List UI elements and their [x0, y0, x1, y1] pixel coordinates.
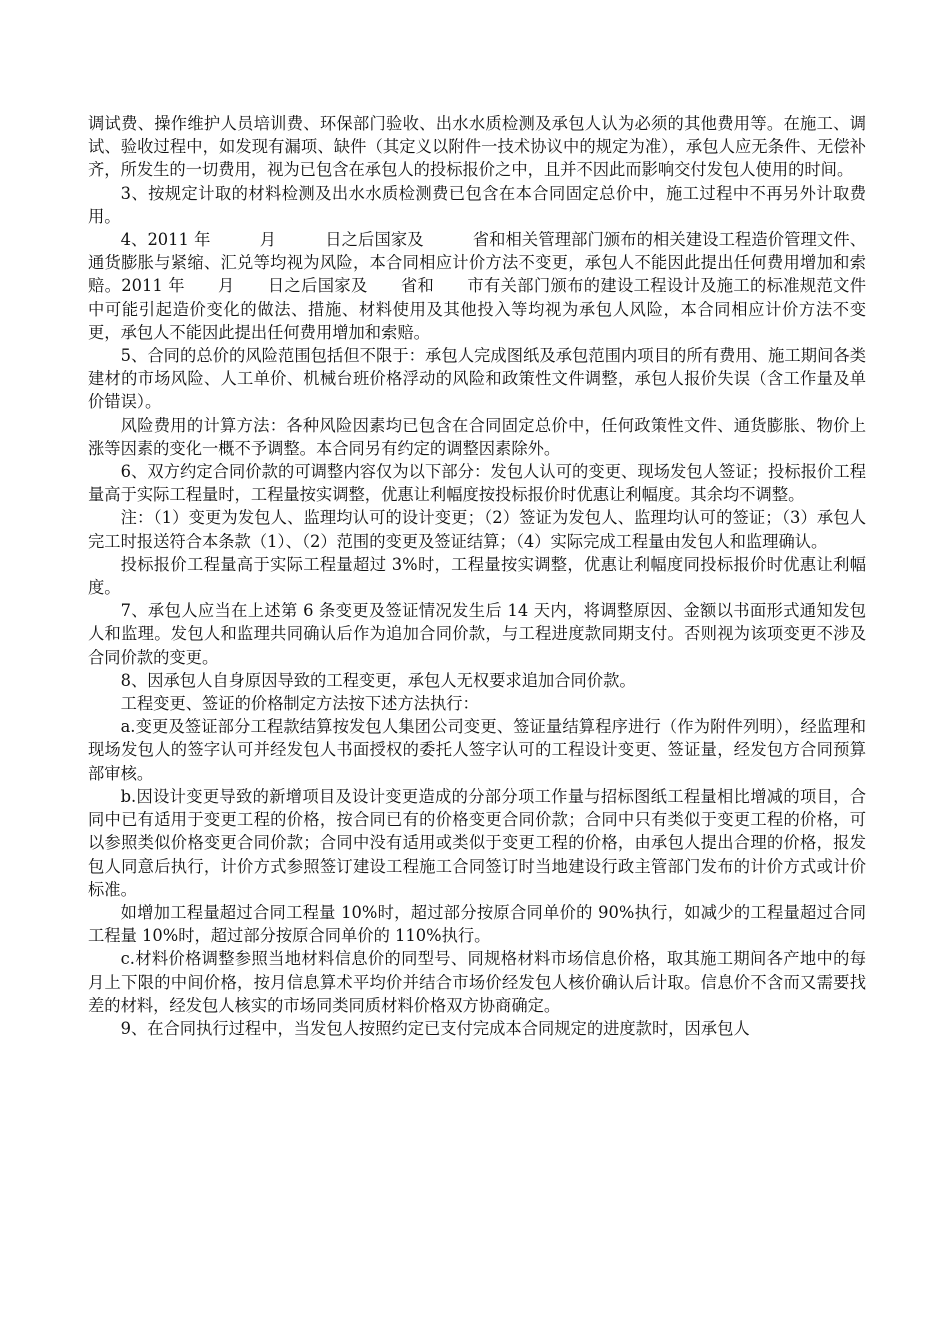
paragraph-clause-7: 7、承包人应当在上述第 6 条变更及签证情况发生后 14 天内，将调整原因、金额以书面形式通知发包人和监理。发包人和监理共同确认后作为追加合同价款，与工程进度款同期支付。否则视为该项变更不涉及合同价款的变更。 — [88, 601, 866, 667]
paragraph-clause-8: 8、因承包人自身原因导致的工程变更，承包人无权要求追加合同价款。 — [120, 670, 636, 690]
paragraph-clause-6: 6、双方约定合同价款的可调整内容仅为以下部分：发包人认可的变更、现场发包人签证；投标报价工程量高于实际工程量时，工程量按实调整，优惠让利幅度按投标报价时优惠让利幅度。其余均不调整。 — [88, 462, 866, 505]
paragraph-clause-3: 3、按规定计取的材料检测及出水水质检测费已包含在本合同固定总价中，施工过程中不再另外计取费用。 — [88, 183, 866, 226]
paragraph-item-a: a.变更及签证部分工程款结算按发包人集团公司变更、签证量结算程序进行（作为附件列明），经监理和现场发包人的签字认可并经发包人书面授权的委托人签字认可的工程设计变更、签证量，经发包方合同预算部审核。 — [88, 717, 866, 783]
document-body — [88, 112, 866, 1040]
paragraph-risk-calculation: 风险费用的计算方法：各种风险因素均已包含在合同固定总价中，任何政策性文件、通货膨胀、物价上涨等因素的变化一概不予调整。本合同另有约定的调整因素除外。 — [88, 415, 866, 458]
paragraph-item-c: c.材料价格调整参照当地材料信息价的同型号、同规格材料市场信息价格，取其施工期间各产地中的每月上下限的中间价格，按月信息算术平均价并结合市场价经发包人核价确认后计取。信息价不含而又需要找差的材料，经发包人核实的市场同类同质材料价格双方协商确定。 — [88, 949, 866, 1015]
paragraph-clause-5: 5、合同的总价的风险范围包括但不限于：承包人完成图纸及承包范围内项目的所有费用、施工期间各类建材的市场风险、人工单价、机械台班价格浮动的风险和政策性文件调整，承包人报价失误（含工作量及单价错误）。 — [88, 346, 866, 412]
paragraph-quantity-threshold: 如增加工程量超过合同工程量 10%时，超过部分按原合同单价的 90%执行，如减少的工程量超过合同工程量 10%时，超过部分按原合同单价的 110%执行。 — [88, 902, 866, 946]
paragraph-note: 注：（1）变更为发包人、监理均认可的设计变更；（2）签证为发包人、监理均认可的签证；（3）承包人完工时报送符合本条款（1）、（2）范围的变更及签证结算；（4）实际完成工程量由发包人和监理确认。 — [88, 508, 866, 551]
paragraph-quantity-adjustment: 投标报价工程量高于实际工程量超过 3%时，工程量按实调整，优惠让利幅度同投标报价时优惠让利幅度。 — [88, 554, 866, 598]
paragraph-clause-4: 4、2011 年 月 日之后国家及 省和相关管理部门颁布的相关建设工程造价管理文件、通货膨胀与紧缩、汇兑等均视为风险，本合同相应计价方法不变更，承包人不能因此提出任何费用增加和索赔。2011 年 月 日之后国家及 省和 市有关部门颁布的建设工程设计及施工的标准规范文件中可能引起造价变化的做法、措施、材料使用及其他投入等均视为承包人风险，本合同相应计价方法不变更，承包人不能因此提出任何费用增加和索赔。 — [88, 230, 866, 342]
paragraph-continuation: 调试费、操作维护人员培训费、环保部门验收、出水水质检测及承包人认为必须的其他费用等。在施工、调试、验收过程中，如发现有漏项、缺件（其定义以附件一技术协议中的规定为准），承包人应无条件、无偿补齐，所发生的一切费用，视为已包含在承包人的投标报价之中，且并不因此而影响交付发包人使用的时间。 — [88, 114, 866, 180]
paragraph-price-method-intro: 工程变更、签证的价格制定方法按下述方法执行： — [120, 694, 479, 714]
paragraph-clause-9: 9、在合同执行过程中，当发包人按照约定已支付完成本合同规定的进度款时，因承包人 — [120, 1018, 750, 1038]
paragraph-item-b: b.因设计变更导致的新增项目及设计变更造成的分部分项工作量与招标图纸工程量相比增减的项目，合同中已有适用于变更工程的价格，按合同已有的价格变更合同价款；合同中只有类似于变更工程的价格，可以参照类似价格变更合同价款；合同中没有适用或类似于变更工程的价格，由承包人提出合理的价格，报发包人同意后执行，计价方式参照签订建设工程施工合同签订时当地建设行政主管部门发布的计价方式或计价标准。 — [88, 786, 866, 899]
